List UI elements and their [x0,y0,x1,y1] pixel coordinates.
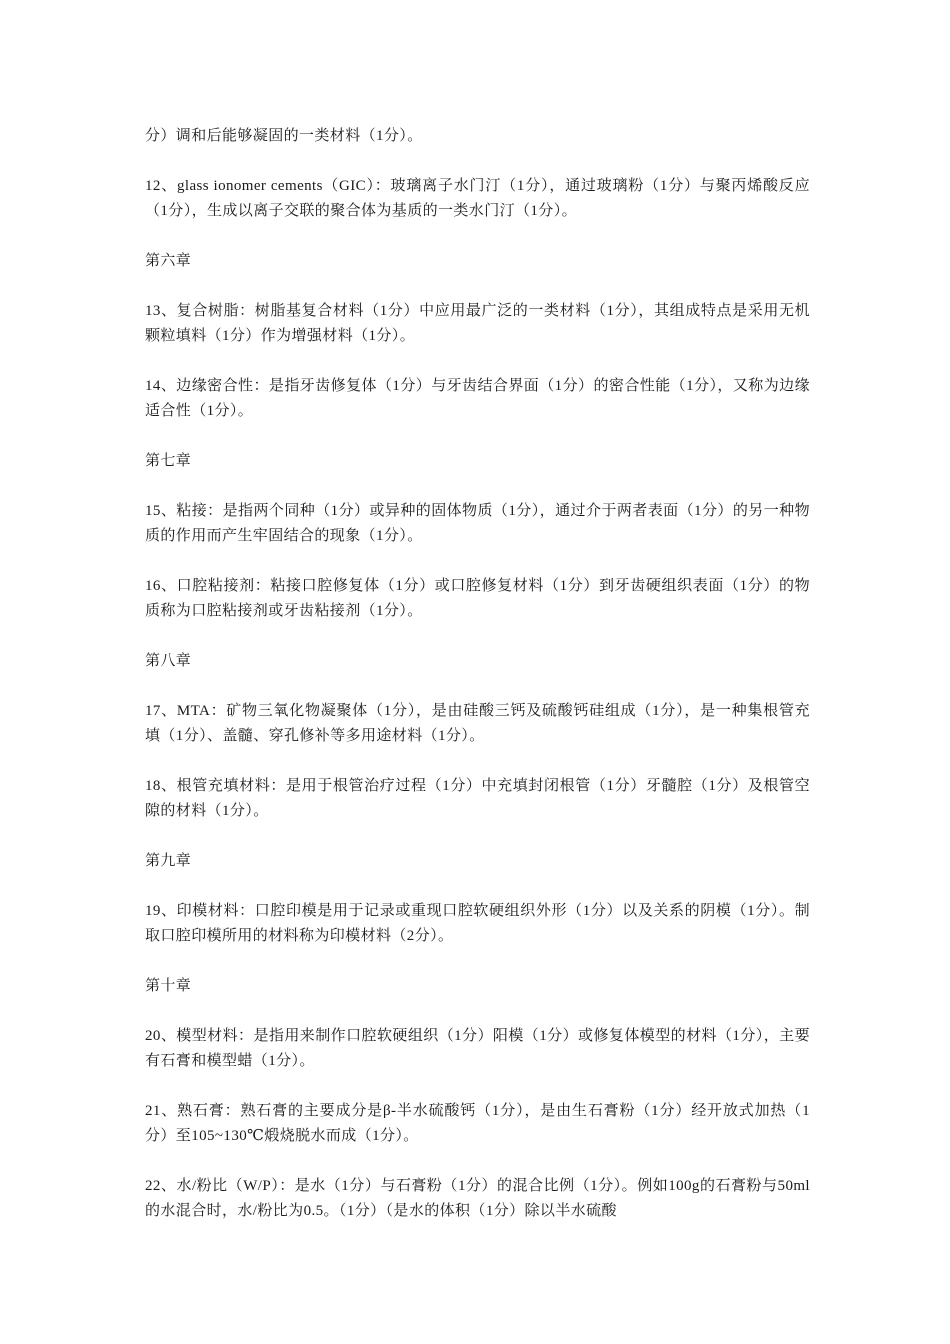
paragraph: 分）调和后能够凝固的一类材料（1分）。 [145,128,423,144]
chapter-heading: 第八章 [145,653,192,669]
paragraph: 14、边缘密合性：是指牙齿修复体（1分）与牙齿结合界面（1分）的密合性能（1分），又称为边缘适合性（1分）。 [145,378,810,419]
paragraph: 18、根管充填材料：是用于根管治疗过程（1分）中充填封闭根管（1分）牙髓腔（1分）及根管空隙的材料（1分）。 [145,778,810,819]
paragraph: 17、MTA：矿物三氧化物凝聚体（1分），是由硅酸三钙及硫酸钙硅组成（1分），是一种集根管充填（1分）、盖髓、穿孔修补等多用途材料（1分）。 [145,703,810,744]
chapter-heading: 第十章 [145,978,192,994]
paragraph: 12、glass ionomer cements（GIC）：玻璃离子水门汀（1分），通过玻璃粉（1分）与聚丙烯酸反应（1分），生成以离子交联的聚合体为基质的一类水门汀（1分）。 [145,178,810,219]
paragraph: 20、模型材料：是指用来制作口腔软硬组织（1分）阳模（1分）或修复体模型的材料（1分），主要有石膏和模型蜡（1分）。 [145,1028,810,1069]
paragraph: 13、复合树脂：树脂基复合材料（1分）中应用最广泛的一类材料（1分），其组成特点是采用无机颗粒填料（1分）作为增强材料（1分）。 [145,303,810,344]
paragraph: 15、粘接：是指两个同种（1分）或异种的固体物质（1分），通过介于两者表面（1分）的另一种物质的作用而产生牢固结合的现象（1分）。 [145,503,810,544]
paragraph: 22、水/粉比（W/P）：是水（1分）与石膏粉（1分）的混合比例（1分）。例如100g的石膏粉与50ml的水混合时，水/粉比为0.5。（1分）（是水的体积（1分）除以半水硫酸 [145,1178,810,1219]
chapter-heading: 第七章 [145,453,192,469]
chapter-heading: 第六章 [145,253,192,269]
paragraph: 16、口腔粘接剂：粘接口腔修复体（1分）或口腔修复材料（1分）到牙齿硬组织表面（1分）的物质称为口腔粘接剂或牙齿粘接剂（1分）。 [145,578,810,619]
document-body [145,124,810,1249]
paragraph: 19、印模材料：口腔印模是用于记录或重现口腔软硬组织外形（1分）以及关系的阴模（1分）。制取口腔印模所用的材料称为印模材料（2分）。 [145,903,810,944]
chapter-heading: 第九章 [145,853,192,869]
paragraph: 21、熟石膏：熟石膏的主要成分是β-半水硫酸钙（1分），是由生石膏粉（1分）经开放式加热（1分）至105~130℃煅烧脱水而成（1分）。 [145,1103,810,1144]
